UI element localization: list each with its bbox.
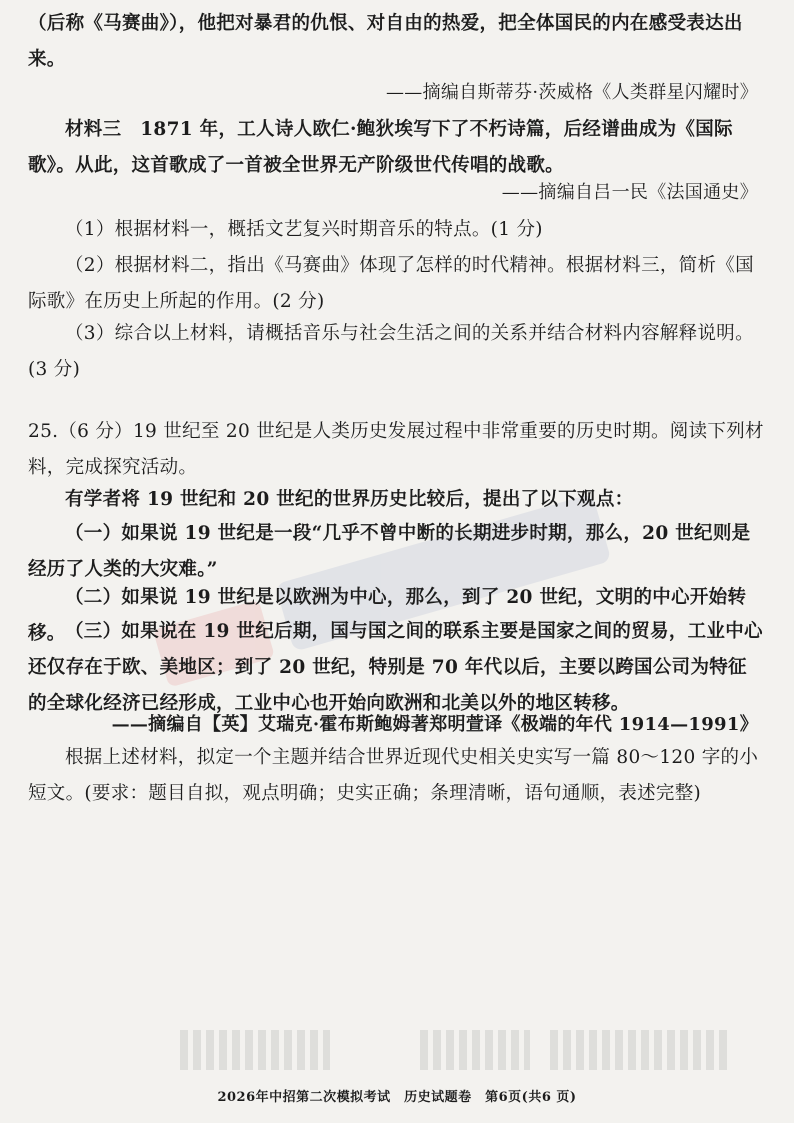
bleed-through-text bbox=[550, 1030, 730, 1070]
question-24-2: （2）根据材料二，指出《马赛曲》体现了怎样的时代精神。根据材料三，简析《国际歌》在历史上所起的作用。(2 分) bbox=[28, 255, 754, 312]
material2-end-text: （后称《马赛曲》），他把对暴君的仇恨、对自由的热爱，把全体国民的内在感受表达出来。 bbox=[28, 13, 743, 70]
source-citation-1: ——摘编自斯蒂芬·茨威格《人类群星闪耀时》 bbox=[385, 82, 758, 103]
question-25-task: 根据上述材料，拟定一个主题并结合世界近现代史相关史实写一篇 80～120 字的小短文。(要求：题目自拟，观点明确；史实正确；条理清晰，语句通顺，表述完整) bbox=[28, 747, 759, 804]
material3-label: 材料三 bbox=[65, 119, 122, 140]
viewpoint-3: （三）如果说在 19 世纪后期，国与国之间的联系主要是国家之间的贸易，工业中心还仅存在于欧、美地区；到了 20 世纪，特别是 70 年代以后，主要以跨国公司为特征的全球化经济已经形成，工业中心也开始向欧洲和北美以外的地区转移。 bbox=[28, 621, 763, 714]
page-footer: 2026年中招第二次模拟考试 历史试题卷 第6页(共6 页) bbox=[217, 1090, 577, 1105]
question-24-3: （3）综合以上材料，请概括音乐与社会生活之间的关系并结合材料内容解释说明。(3 分) bbox=[28, 323, 754, 380]
material3-text: 1871 年，工人诗人欧仁·鲍狄埃写下了不朽诗篇，后经谱曲成为《国际歌》。从此，这首歌成了一首被全世界无产阶级世代传唱的战歌。 bbox=[28, 119, 733, 176]
bleed-through-text bbox=[180, 1030, 330, 1070]
question-25-lead: 有学者将 19 世纪和 20 世纪的世界历史比较后，提出了以下观点： bbox=[65, 489, 634, 510]
question-24-1: （1）根据材料一，概括文艺复兴时期音乐的特点。(1 分) bbox=[65, 219, 543, 240]
bleed-through-text bbox=[420, 1030, 530, 1070]
source-citation-2: ——摘编自吕一民《法国通史》 bbox=[501, 182, 758, 203]
viewpoint-2: （二）如果说 19 世纪是以欧洲为中心，那么，到了 20 世纪，文明的中心开始转移。 bbox=[28, 587, 747, 644]
source-citation-3: ——摘编自【英】艾瑞克·霍布斯鲍姆著郑明萱译《极端的年代 1914—1991》 bbox=[111, 714, 758, 735]
viewpoint-1: （一）如果说 19 世纪是一段“几乎不曾中断的长期进步时期，那么，20 世纪则是经历了人类的大灾难。” bbox=[28, 523, 751, 580]
material3-paragraph bbox=[28, 112, 764, 184]
question-25-intro: 25.（6 分）19 世纪至 20 世纪是人类历史发展过程中非常重要的历史时期。阅读下列材料，完成探究活动。 bbox=[28, 421, 764, 478]
